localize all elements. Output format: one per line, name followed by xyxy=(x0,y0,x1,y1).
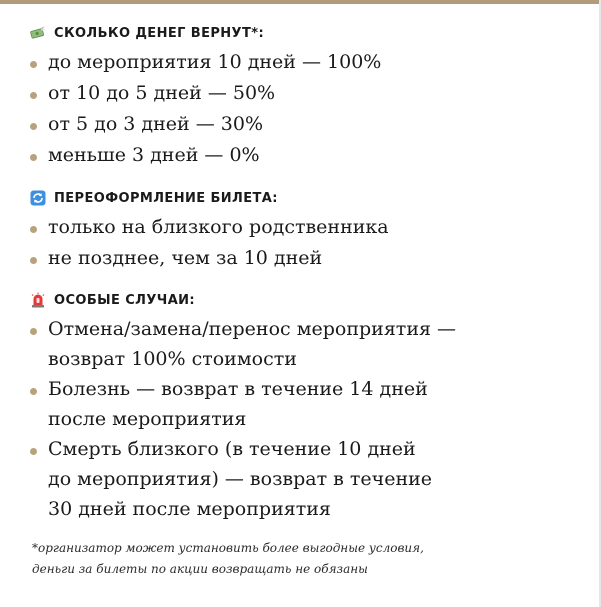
list-item: от 10 до 5 дней — 50% xyxy=(28,78,381,109)
special-section-header xyxy=(30,289,195,311)
reissue-section-title: ПЕРЕОФОРМЛЕНИЕ БИЛЕТА: xyxy=(54,190,278,206)
list-item: меньше 3 дней — 0% xyxy=(28,140,381,171)
refund-section-header xyxy=(30,22,264,44)
special-list xyxy=(28,314,456,524)
refund-section-title: СКОЛЬКО ДЕНЕГ ВЕРНУТ*: xyxy=(54,25,265,41)
money-with-wings-icon xyxy=(30,25,46,41)
footnote xyxy=(32,538,424,580)
list-item xyxy=(28,314,456,374)
list-item: не позднее, чем за 10 дней xyxy=(28,243,389,274)
list-item: только на близкого родственника xyxy=(28,212,389,243)
arrows-cycle-icon xyxy=(30,190,46,206)
siren-icon xyxy=(30,292,46,308)
list-item-line: Отмена/замена/перенос мероприятия — xyxy=(48,318,457,340)
list-item-line: Болезнь — возврат в течение 14 дней xyxy=(48,378,428,400)
special-section-title: ОСОБЫЕ СЛУЧАИ: xyxy=(54,292,196,308)
reissue-list xyxy=(28,212,389,274)
reissue-section-header xyxy=(30,187,278,209)
list-item: от 5 до 3 дней — 30% xyxy=(28,109,381,140)
list-item-line: 30 дней после мероприятия xyxy=(48,498,331,520)
list-item-line: до мероприятия) — возврат в течение xyxy=(48,468,433,490)
list-item: до мероприятия 10 дней — 100% xyxy=(28,47,381,78)
list-item-line: возврат 100% стоимости xyxy=(48,348,297,370)
footnote-line: *организатор может установить более выгодные условия, xyxy=(32,541,424,555)
refund-list xyxy=(28,47,381,171)
list-item-line: Смерть близкого (в течение 10 дней xyxy=(48,438,416,460)
footnote-line: деньги за билеты по акции возвращать не обязаны xyxy=(32,562,368,576)
list-item xyxy=(28,434,456,524)
list-item xyxy=(28,374,456,434)
list-item-line: после мероприятия xyxy=(48,408,247,430)
